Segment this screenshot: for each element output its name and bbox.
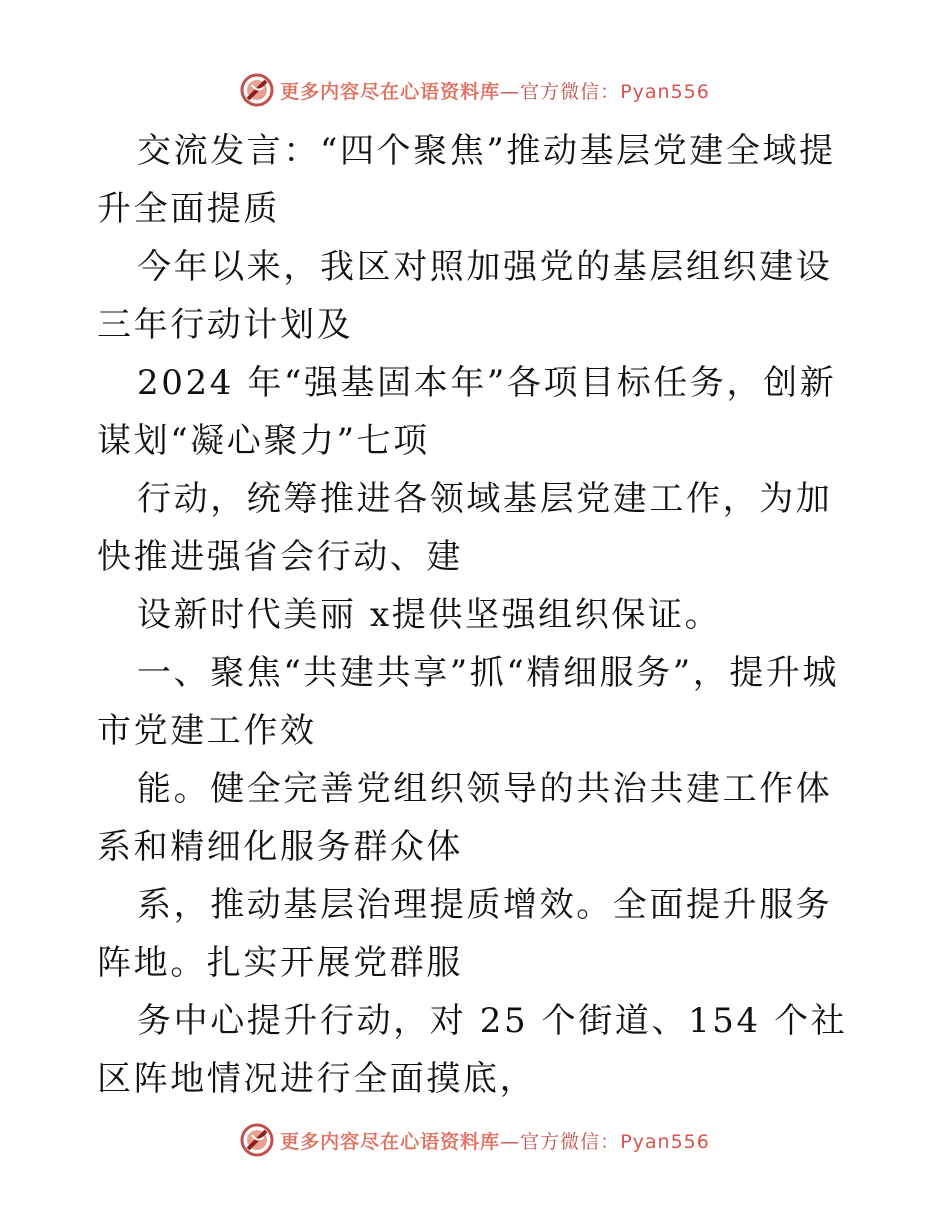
paragraph: 务中心提升行动，对 25 个街道、154 个社区阵地情况进行全面摸底， <box>97 1001 848 1099</box>
watermark-brand: 更多内容尽在心语资料库 <box>280 80 501 103</box>
watermark-banner-bottom <box>0 1120 950 1160</box>
paragraph: 今年以来，我区对照加强党的基层组织建设三年行动计划及 <box>97 247 833 345</box>
watermark-separator: — <box>500 1130 521 1153</box>
document-title: 交流发言：“四个聚焦”推动基层党建全域提升全面提质 <box>97 131 836 229</box>
paragraph: 2024 年“强基固本年”各项目标任务，创新谋划“凝心聚力”七项 <box>97 363 837 461</box>
watermark-wechat-id: Pyan556 <box>620 1130 710 1153</box>
brand-logo-icon <box>240 1123 274 1157</box>
watermark-separator: — <box>500 80 521 103</box>
paragraph: 行动，统筹推进各领域基层党建工作，为加快推进强省会行动、建 <box>97 479 833 577</box>
section-heading-paragraph: 一、聚焦“共建共享”抓“精细服务”，提升城市党建工作效 <box>97 653 840 751</box>
paragraph: 设新时代美丽 x提供坚强组织保证。 <box>137 595 722 635</box>
watermark-wechat-id: Pyan556 <box>620 80 710 103</box>
watermark-wechat-label: 官方微信： <box>520 1130 621 1153</box>
brand-logo-icon <box>240 73 274 107</box>
watermark-text <box>280 77 710 104</box>
document-body <box>97 122 853 1108</box>
paragraph: 能。健全完善党组织领导的共治共建工作体系和精细化服务群众体 <box>97 769 833 867</box>
watermark-brand: 更多内容尽在心语资料库 <box>280 1130 501 1153</box>
paragraph: 系，推动基层治理提质增效。全面提升服务阵地。扎实开展党群服 <box>97 885 833 983</box>
watermark-wechat-label: 官方微信： <box>520 80 621 103</box>
watermark-text <box>280 1127 710 1154</box>
watermark-banner-top <box>0 70 950 110</box>
